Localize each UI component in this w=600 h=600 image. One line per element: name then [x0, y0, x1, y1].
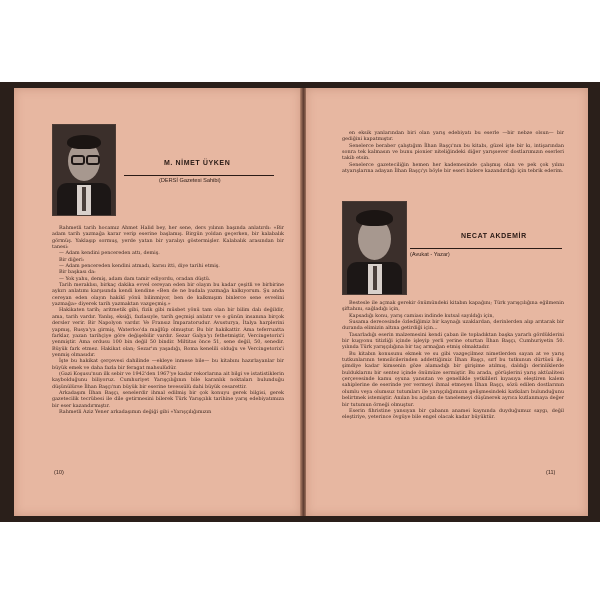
- portrait-tie: [82, 187, 86, 211]
- article-body: [342, 300, 564, 478]
- article-continuation: [342, 130, 564, 190]
- paragraph: Kapsadığı konu, yarış camiası indinde kutsal sayıldığı için,: [349, 312, 495, 319]
- paragraph: Tasarladığı eserin malzemesini kendi çaban ile topladıktan başka yararlı gördüklerini bir kuşyonu titizliği içinde işleyip yerli yerine oturtan İlhan Başçı, Cumhuriyetin 50. yılında Türk yarışçılığına bir taç armağan etmiş olmaktadır.: [342, 331, 564, 351]
- paragraph: Senelerce beraber çalıştığım İlhan Başçı'nın bu kitabı, güzel işte bir kı, intişarından sonra tek kalmasın ve bunu pionier niteliğindeki diğer yarışsever dostlarımızın eserleri takib etsin.: [342, 142, 564, 162]
- paragraph: Susama derecesinde özlediğimiz bir kaynağı uzaklardan, derinlerden alıp arıtarak bir duranda elimizin altına getirdiği için...: [342, 319, 564, 332]
- paragraph: Bu kitabın konusunu ekmek ve su gibi vazgeçilmez nimetlerden sayan at ve yarış tutkunlarının temsilcilerinden addettiğimiz İlhan Başçı, sırf bu tutkunun dürtüsü ile, şimdiye kadar kimsenin göze alamadığı bir girişime atılmış, daldığı derinliklerde bulduklarını bir sentez içinde önümüze sermiştir. Bu arada, görüşlerini yarış aktüalitesi çerçevesinde kamu oyuna yansıtan ve genellikle yetkilileri kıyasıya eleştiren kalem sahiplerine de eserinde yer vermeyi ihmal etmeyen İlhan Başçı, sözü edilen dostlarının olumlu veya olumsuz tutumları ile yarışçılığımızın gelişmesindeki katkıları bulunduğunu belirtmek istemiştir. Anılan bu açıdan de tanelemeyi düşünerek ayrıca kutlanmaya değer bir tutumun örneği olmuştur.: [342, 350, 564, 408]
- paragraph: — Adam kendini pencereden attı, demiş.: [59, 250, 160, 257]
- portrait-hair: [67, 135, 101, 149]
- paragraph: (Gazi Koşusu'nun ilk sebir ve 1942'den 1967'ye kadar rekorlarına ait bilgi ve istatistiklerin kaybolduğunu biliyoruz. Cumhuriyet Yarışçılığının bile karanlık noktaları bulunduğu düşünülürse İlhan Başçı'nın büyük bir eserine tevessülü dahi büyük cesarettir.: [52, 370, 284, 390]
- right-page: [306, 88, 588, 516]
- paragraph: en eksik yanlarından biri olan yarış edebiyatı bu eserle —bir nebze olsun— bir gediğini kapatmıştır.: [342, 130, 564, 143]
- paragraph: Senelerce gazeteciliğin hemen her kademesinde çalışmış olan ve pek çok yılını atyarışlarına adayan İlhan Başçı'yı böyle bir eseri bizlere kazandırdığı için tebrik ederim.: [342, 161, 564, 175]
- name-underline: [124, 175, 274, 176]
- author-role: (Avukat - Yazar): [410, 252, 450, 258]
- left-page: [14, 88, 301, 516]
- author-portrait-photo: [342, 201, 407, 295]
- paragraph: Hakikaten tarih; aritmetik gibi, fizik gibi müsbet yönü tam olan bir bilim dalı değildir, ama, tarih vardır. Yanlış, eksiği, fazlasıyle, tarih geçmişi anlatır ve o günün insanına birçok dersler verir. Bir Napolyon vardır. Ve Fransız İmparatorudur. Avusturya, İtalya harplerini yapmış, Rusya'ya girmiş, Waterloo'da mağlûp olmuştur. Bu bir hakikattir. Ama teferruatta farklar, yazan tarihçiye göre değişebilir vardır. Sezar Galya'yı fethetmiştir, Vercingetorix'i yenmiştir. Ama ordusu 100 bin değil 50 bindir. Miltitas önce 51, sene değil, 50, senedir. Büyük fark etmez. Hakikat olan; Sezar'ın yaşadığı, Roma kenelili olduğu ve Vercingetorix'i yenmiş olmasıdır.: [52, 307, 284, 358]
- portrait-glasses: [86, 155, 100, 165]
- portrait-hair: [356, 210, 393, 226]
- paragraph: Rahmetli Aziz Yener arkadaşımın değiği gibi «Yarışçılığımızın: [59, 408, 212, 415]
- name-underline: [410, 248, 562, 249]
- author-name: M. NİMET ÜYKEN: [164, 160, 231, 167]
- paragraph: Bir diğeri:: [59, 256, 85, 263]
- paragraph: Eserin fihristine yansıyan bir çabanın anamei kaynında duyduğumuz saygı, değil eleştiriye, yeterince övgüye bile engel olacak kadar büyüktür.: [342, 407, 564, 421]
- portrait-glasses: [71, 155, 85, 165]
- paragraph: Rahmetli tarih hocamız Ahmet Halid bey, her sene, ders yılının başında anlatırdı: «Bir adam tarih yazmağa karar verip eserine başlamış. Birgün yoldan geçerken, bir kalabalık görmüş. Yaklaşıp sormuş, yerde yatan bir yaralıyı göstermişler. Kalabalık arasından bir tanesi:: [52, 225, 284, 251]
- paragraph: Bir başkası da:: [59, 269, 96, 276]
- page-number: (10): [54, 470, 64, 476]
- paragraph: Tarih meraklısı, birkaç dakika evvel cereyan eden bir olayın bu kadar çeşitli ve birbirine aykırı anlatımı karşısında kendi kendine «Ben de ne budala yazmağa kalkıyorum. Şu anda cereyan eden olayın hakikî yönü bilinmiyor, ben de kalkmışım binlerce sene evvelini yazmağa» diyerek tarih yazmaktan vazgeçmiş.»: [52, 282, 284, 308]
- paragraph: — Adam pencereden kendini atmadı, karısı itti, diye tarihi etmiş.: [59, 263, 220, 270]
- paragraph: — Yok yahu, demiş, adam dam tamir ediyordu, oradan düştü.: [59, 275, 211, 282]
- author-name: NECAT AKDEMİR: [461, 233, 527, 240]
- article-body: [52, 225, 284, 488]
- paragraph: İşte bu hakikat çerçevesi dahilinde —ekleye inmese bile— bu kitabını hazırlayanlar bir büyük emek ve daha fazla bir feragat mahsulüdür.: [52, 358, 284, 371]
- portrait-tie: [373, 266, 377, 290]
- author-portrait-photo: [52, 124, 116, 216]
- paragraph: Bestesle ile açmak gerekir önümündeki kitabın kapağını; Türk yarışçılığına eğilmenin şiftahını, sağladığı için,: [342, 300, 564, 313]
- paragraph: Arkadaşım İlhan Başçı, senelerdir ihmal edilmiş bir çok konuyu gerek bilgisi, gerek gazetecilik tecrübesi ile dile getirmesini bilerek Türk Yarışçılık tarihine yarış edebiyatımıza bir eser kazandırmıştır.: [52, 389, 284, 409]
- author-role: (DERSİ Gazetesi Sahibi): [159, 178, 221, 184]
- page-number: (11): [546, 470, 556, 476]
